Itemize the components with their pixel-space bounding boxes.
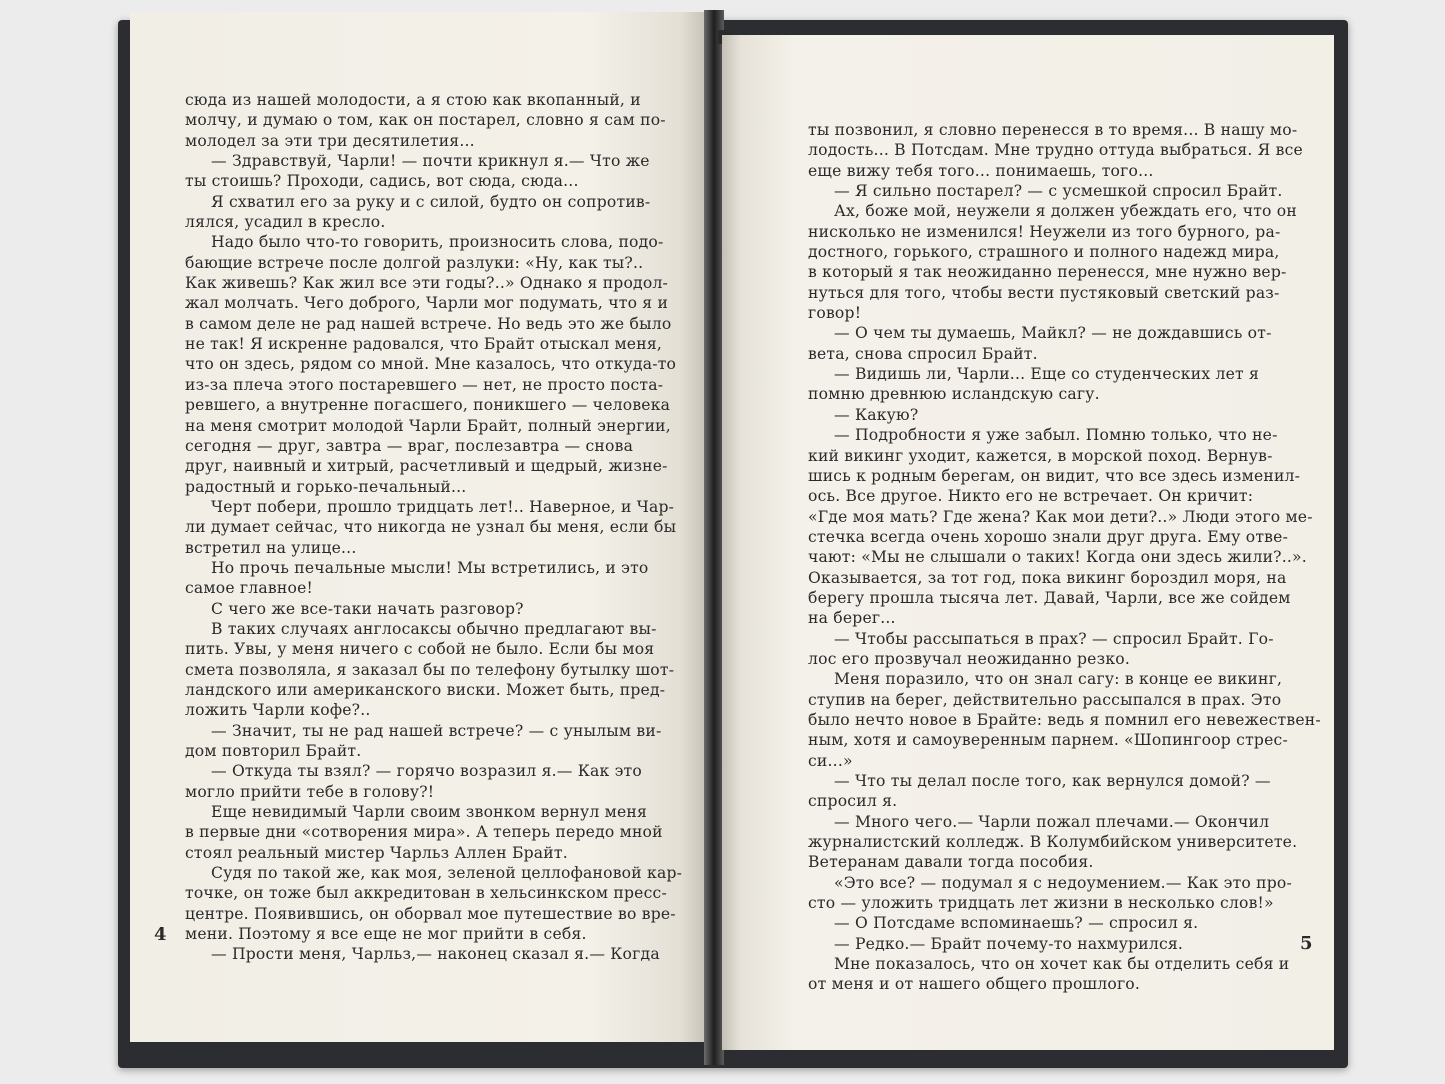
- text-line: ты позвонил, я словно перенесся в то время... В нашу мо-: [808, 121, 1298, 139]
- text-line: смета позволяла, я заказал бы по телефону бутылку шот-: [185, 660, 675, 679]
- text-line: си...»: [808, 751, 853, 770]
- text-line: С чего же все-таки начать разговор?: [211, 599, 524, 618]
- text-line: сто — уложить тридцать лет жизни в несколько слов!»: [808, 894, 1274, 913]
- text-line: центре. Появившись, он оборвал мое путешествие во вре-: [185, 904, 676, 923]
- text-line: ступив на берег, действительно рассыпался в прах. Это: [808, 690, 1282, 709]
- text-line: спросил я.: [808, 792, 898, 811]
- text-line: Как живешь? Как жил все эти годы?..» Однако я продол-: [185, 274, 669, 293]
- text-line: — Много чего.— Чарли пожал плечами.— Окончил: [834, 812, 1270, 831]
- text-line: — Откуда ты взял? — горячо возразил я.— Как это: [211, 762, 642, 781]
- text-line: Ветеранам давали тогда пособия.: [808, 853, 1094, 872]
- text-line: Ах, боже мой, неужели я должен убеждать его, что он: [834, 202, 1297, 221]
- text-line: молодел за эти три десятилетия...: [185, 131, 475, 150]
- left-page: [130, 12, 704, 1042]
- text-line: говор!: [808, 304, 862, 323]
- text-line: от меня и от нашего общего прошлого.: [808, 975, 1141, 994]
- text-line: ли думает сейчас, что никогда не узнал бы меня, если бы: [185, 518, 677, 537]
- text-line: ным, хотя и самоуверенным парнем. «Шопингоор стрес-: [808, 731, 1288, 750]
- text-line: ревшего, а внутренне погасшего, поникшего — человека: [185, 396, 671, 415]
- text-line: — О чем ты думаешь, Майкл? — не дождавшись от-: [834, 324, 1272, 343]
- text-line: ось. Все другое. Никто его не встречает. Он кричит:: [808, 487, 1254, 506]
- text-line: из-за плеча этого постаревшего — нет, не просто поста-: [185, 375, 664, 394]
- text-line: радостный и горько-печальный...: [185, 477, 467, 496]
- text-line: вета, снова спросил Брайт.: [808, 344, 1038, 363]
- text-line: Меня поразило, что он знал сагу: в конце ее викинг,: [834, 670, 1283, 689]
- text-line: самое главное!: [185, 579, 313, 598]
- text-line: точке, он тоже был аккредитован в хельсинкском пресс-: [185, 884, 667, 903]
- text-line: помню древнюю исландскую сагу.: [808, 385, 1100, 404]
- text-line: в самом деле не рад нашей встрече. Но ведь это же было: [185, 314, 672, 333]
- text-line: чают: «Мы не слышали о таких! Когда они здесь жили?..».: [808, 548, 1307, 567]
- text-line: ландского или американского виски. Может быть, пред-: [185, 680, 666, 699]
- text-line: в первые дни «сотворения мира». А теперь передо мной: [185, 823, 663, 842]
- text-line: на меня смотрит молодой Чарли Брайт, полный энергии,: [185, 416, 671, 435]
- text-line: молчу, и думаю о том, как он постарел, словно я сам по-: [185, 111, 666, 130]
- text-line: Черт побери, прошло тридцать лет!.. Наверное, и Чар-: [211, 497, 675, 516]
- text-line: — Значит, ты не рад нашей встрече? — с унылым ви-: [211, 721, 662, 740]
- text-line: нисколько не изменился! Неужели из того бурного, ра-: [808, 222, 1281, 241]
- text-line: шись к родным берегам, он видит, что все здесь изменил-: [808, 466, 1301, 485]
- text-line: дом повторил Брайт.: [185, 742, 362, 760]
- book-spine-gutter: [704, 10, 724, 1065]
- text-line: Я схватил его за руку и с силой, будто он сопротив-: [211, 192, 651, 211]
- text-line: что он здесь, рядом со мной. Мне казалось, что откуда-то: [185, 355, 677, 374]
- text-line: встретил на улице...: [185, 538, 357, 557]
- text-line: в который я так неожиданно перенесся, мне нужно вер-: [808, 263, 1287, 282]
- right-page-text: [808, 120, 1321, 995]
- text-line: Оказывается, за тот год, пока викинг бороздил моря, на: [808, 568, 1287, 587]
- left-page-text: [185, 90, 683, 965]
- text-line: пить. Увы, у меня ничего с собой не было. Если бы моя: [185, 640, 655, 659]
- text-line: кий викинг уходит, кажется, в морской поход. Вернув-: [808, 446, 1273, 465]
- text-line: могло прийти тебе в голову?!: [185, 782, 435, 801]
- text-line: ты стоишь? Проходи, садись, вот сюда, сюда...: [185, 172, 579, 191]
- text-line: лос его прозвучал неожиданно резко.: [808, 649, 1131, 668]
- text-line: было нечто новое в Брайте: ведь я помнил его невежествен-: [808, 710, 1321, 729]
- text-line: Судя по такой же, как моя, зеленой целлофановой кар-: [211, 864, 683, 883]
- text-line: жал молчать. Чего доброго, Чарли мог подумать, что я и: [185, 294, 669, 313]
- text-line: стоял реальный мистер Чарльз Аллен Брайт.: [185, 843, 568, 862]
- text-line: мени. Поэтому я все еще не мог прийти в себя.: [185, 925, 587, 944]
- text-line: — О Потсдаме вспоминаешь? — спросил я.: [834, 914, 1199, 933]
- text-line: сегодня — друг, завтра — враг, послезавтра — снова: [185, 436, 634, 455]
- text-line: — Что ты делал после того, как вернулся домой? —: [834, 772, 1271, 790]
- text-line: «Это все? — подумал я с недоумением.— Как это про-: [834, 873, 1292, 892]
- text-line: лодость... В Потсдам. Мне трудно оттуда выбраться. Я все: [808, 141, 1303, 160]
- text-line: — Здравствуй, Чарли! — почти крикнул я.— Что же: [211, 152, 650, 171]
- right-page-number: 5: [1300, 933, 1313, 954]
- text-line: берегу прошла тысяча лет. Давай, Чарли, все же сойдем: [808, 588, 1291, 607]
- text-line: сюда из нашей молодости, а я стою как вкопанный, и: [185, 91, 641, 109]
- text-line: лялся, усадил в кресло.: [185, 213, 386, 232]
- text-line: В таких случаях англосаксы обычно предлагают вы-: [211, 619, 657, 638]
- text-line: достного, горького, страшного и полного надежд мира,: [808, 243, 1280, 262]
- text-line: — Какую?: [834, 405, 919, 424]
- text-line: — Подробности я уже забыл. Помню только, что не-: [834, 426, 1278, 445]
- text-line: — Я сильно постарел? — с усмешкой спросил Брайт.: [834, 182, 1283, 201]
- text-line: бающие встрече после долгой разлуки: «Ну, как ты?..: [185, 253, 644, 272]
- text-line: журналистский колледж. В Колумбийском университете.: [808, 833, 1298, 852]
- text-line: «Где моя мать? Где жена? Как мои дети?..» Люди этого ме-: [808, 507, 1313, 526]
- text-line: не так! Я искренне радовался, что Брайт отыскал меня,: [185, 335, 663, 354]
- text-line: — Прости меня, Чарльз,— наконец сказал я.— Когда: [211, 945, 660, 964]
- text-line: — Чтобы рассыпаться в прах? — спросил Брайт. Го-: [834, 629, 1274, 648]
- text-line: Мне показалось, что он хочет как бы отделить себя и: [834, 955, 1290, 974]
- left-page-number: 4: [154, 924, 167, 945]
- text-line: Еще невидимый Чарли своим звонком вернул меня: [211, 803, 648, 822]
- text-line: ложить Чарли кофе?..: [185, 701, 371, 720]
- text-line: еще вижу тебя того... понимаешь, того...: [808, 161, 1154, 180]
- text-line: на берег...: [808, 609, 896, 628]
- text-line: стечка всегда очень хорошо знали друг друга. Ему отве-: [808, 527, 1289, 546]
- text-line: — Видишь ли, Чарли... Еще со студенческих лет я: [834, 365, 1260, 384]
- text-line: — Редко.— Брайт почему-то нахмурился.: [834, 934, 1184, 953]
- right-page: [722, 35, 1334, 1050]
- text-line: Надо было что-то говорить, произносить слова, подо-: [211, 233, 664, 252]
- text-line: друг, наивный и хитрый, расчетливый и щедрый, жизне-: [185, 457, 668, 476]
- text-line: нуться для того, чтобы вести пустяковый светский раз-: [808, 283, 1280, 302]
- text-line: Но прочь печальные мысли! Мы встретились, и это: [211, 558, 649, 577]
